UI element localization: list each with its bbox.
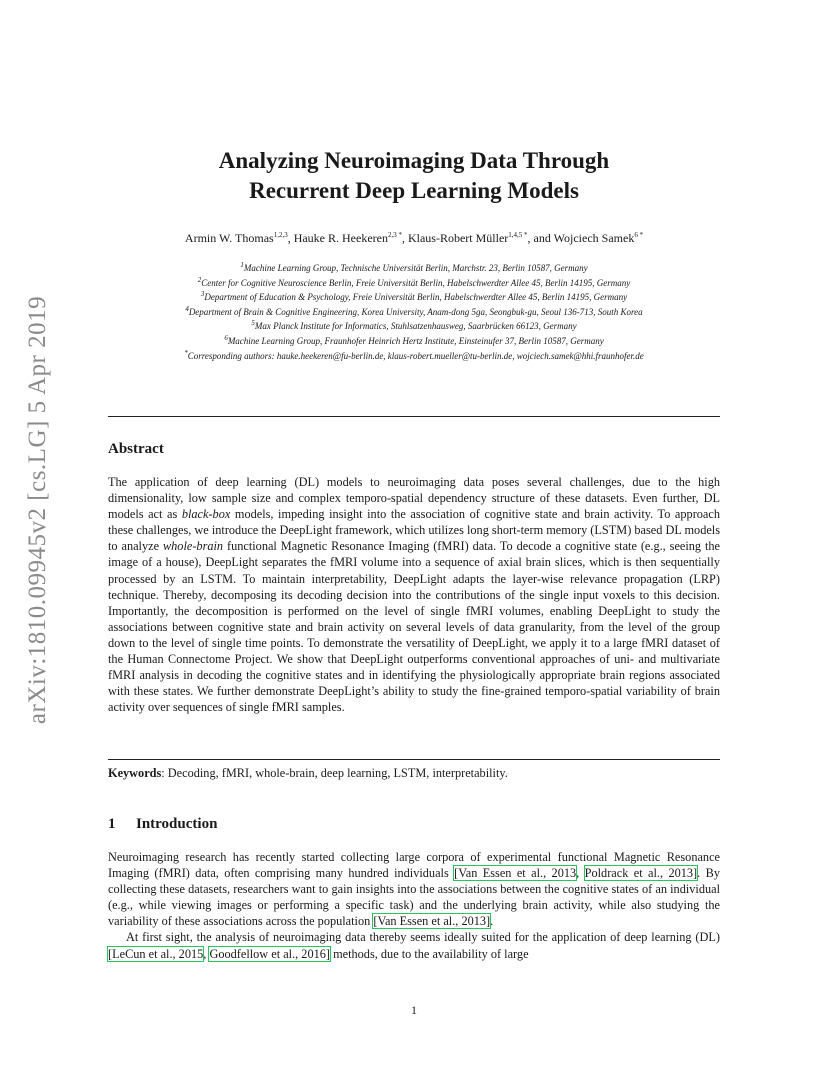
arxiv-identifier-margin <box>14 290 62 730</box>
affiliation-mark: 3 <box>200 290 205 299</box>
page-number: 1 <box>411 1003 417 1017</box>
author-separator: , <box>287 231 294 245</box>
section-title: Introduction <box>136 816 218 832</box>
paragraph-text: . By collecting these datasets, researchers want to gain insights into the associations between the cognitive states of an individual (e.g., while viewing images or performing a specific task) and the underlying brain activity, while also studying the variability of these associations across the population <box>108 866 720 929</box>
affiliation-text: Center for Cognitive Neuroscience Berlin, Freie Universität Berlin, Habelschwerdter Allee 45, Berlin 14195, Germany <box>201 277 631 288</box>
affiliation-mark: * <box>184 348 188 357</box>
affiliation <box>108 334 720 349</box>
author-affiliation-marks: 6 * <box>634 231 644 239</box>
keywords-text: : Decoding, fMRI, whole-brain, deep learning, LSTM, interpretability. <box>161 766 508 780</box>
author-name: Armin W. Thomas <box>184 231 274 245</box>
author-name: Hauke R. Heekeren <box>293 231 388 245</box>
affiliation-list <box>108 261 720 363</box>
affiliation <box>108 261 720 276</box>
title-line-2: Recurrent Deep Learning Models <box>249 178 579 203</box>
abstract-top-rule <box>108 416 720 417</box>
affiliation <box>108 305 720 320</box>
author-affiliation-marks: 2,3 * <box>387 231 402 239</box>
abstract-text: functional Magnetic Resonance Imaging (fMRI) data. To decode a cognitive state (e.g., seeing the image of a house), DeepLight separates the fMRI volume into a sequence of axial brain slices, which is then sequentially processed by an LSTM. To maintain interpretability, DeepLight adapts the layer-wise relevance propagation (LRP) technique. Thereby, decomposing its decoding decision into the contributions of the single input voxels to this decision. Importantly, the decomposition is performed on the level of single fMRI volumes, enabling DeepLight to study the associations between cognitive state and brain activity on several levels of data granularity, from the level of the group down to the level of single time points. To demonstrate the versatility of DeepLight, we apply it to a large fMRI dataset of the Human Connectome Project. We show that DeepLight outperforms conventional approaches of uni- and multivariate fMRI analysis in decoding the cognitive states and in identifying the physiologically appropriate brain regions associated with these states. We further demonstrate DeepLight’s ability to study the fine-grained temporo-spatial variability of brain activity over sequences of single fMRI samples. <box>108 539 721 715</box>
author-name: Wojciech Samek <box>553 231 635 245</box>
keywords-label: Keywords <box>108 766 162 780</box>
paper-title <box>108 146 720 206</box>
keywords <box>108 765 720 781</box>
affiliation-text: Corresponding authors: hauke.heekeren@fu-berlin.de, klaus-robert.mueller@tu-berlin.de, wojciech.samek@hhi.fraunhofer.de <box>187 350 644 361</box>
citation-link[interactable]: [LeCun et al., 2015 <box>108 946 204 961</box>
corresponding-authors <box>108 349 720 364</box>
author-list <box>108 230 720 246</box>
abstract-bottom-rule <box>108 759 720 760</box>
author-separator: , and <box>527 231 554 245</box>
citation-link[interactable]: Poldrack et al., 2013] <box>584 866 698 881</box>
paragraph-text: , <box>203 946 210 961</box>
paragraph <box>108 849 720 929</box>
title-line-1: Analyzing Neuroimaging Data Through <box>218 148 610 173</box>
affiliation-text: Machine Learning Group, Technische Universität Berlin, Marchstr. 23, Berlin 10587, Germany <box>243 263 588 273</box>
affiliation-mark: 6 <box>224 333 228 342</box>
author-separator: , <box>401 231 408 245</box>
affiliation <box>108 319 720 334</box>
affiliation-mark: 4 <box>185 304 189 313</box>
abstract-heading: Abstract <box>108 441 164 457</box>
abstract-emphasis: whole-brain <box>162 539 224 554</box>
paragraph <box>108 929 720 961</box>
section-number: 1 <box>108 816 116 832</box>
abstract-text: models, impeding insight into the association of cognitive state and brain activity. To approach these challenges, we introduce the DeepLight framework, which utilizes long short-term memory (LSTM) based DL models to analyze <box>108 507 720 554</box>
abstract-text: The application of deep learning (DL) models to neuroimaging data poses several challenges, due to the high dimensionality, low sample size and complex temporo-spatial dependency structure of these datasets. Even further, DL models act as <box>108 475 720 522</box>
affiliation-text: Machine Learning Group, Fraunhofer Heinrich Hertz Institute, Einsteinufer 37, Berlin 10587, Germany <box>227 335 604 346</box>
arxiv-identifier[interactable]: arXiv:1810.09945v2 [cs.LG] 5 Apr 2019 <box>24 295 52 725</box>
affiliation <box>108 290 720 305</box>
affiliation-mark: 5 <box>251 319 255 328</box>
affiliation-text: Department of Education & Psychology, Freie Universität Berlin, Habelschwerdter Allee 45, Berlin 14195, Germany <box>204 292 628 303</box>
citation-link[interactable]: [Van Essen et al., 2013] <box>373 914 491 929</box>
author-affiliation-marks: 1,4,5 * <box>508 231 528 239</box>
abstract-emphasis: black-box <box>181 507 231 522</box>
abstract-body <box>108 474 720 715</box>
author-affiliation-marks: 1,2,3 <box>273 231 288 239</box>
affiliation-mark: 2 <box>197 275 202 284</box>
citation-link[interactable]: Goodfellow et al., 2016] <box>209 946 330 961</box>
paragraph-text: At first sight, the analysis of neuroimaging data thereby seems ideally suited for the application of deep learning (DL) <box>126 930 720 945</box>
paragraph-text: Neuroimaging research has recently started collecting large corpora of experimental functional Magnetic Resonance Imaging (fMRI) data, often comprising many hundred individuals <box>108 850 720 881</box>
affiliation-text: Max Planck Institute for Informatics, Stuhlsatzenhausweg, Saarbrücken 66123, Germany <box>254 321 577 332</box>
affiliation-mark: 1 <box>240 261 244 269</box>
paragraph-text: . <box>490 914 494 929</box>
section-heading-introduction <box>108 816 217 833</box>
introduction-body <box>108 849 720 962</box>
citation-link[interactable]: [Van Essen et al., 2013 <box>454 866 577 881</box>
paragraph-text: , <box>576 866 585 881</box>
author-name: Klaus-Robert Müller <box>407 231 509 245</box>
paragraph-text: methods, due to the availability of large <box>330 946 529 961</box>
affiliation-text: Department of Brain & Cognitive Engineering, Korea University, Anam-dong 5ga, Seongbuk-gu, Seoul 136-713, South Korea <box>188 306 643 317</box>
affiliation <box>108 276 720 291</box>
